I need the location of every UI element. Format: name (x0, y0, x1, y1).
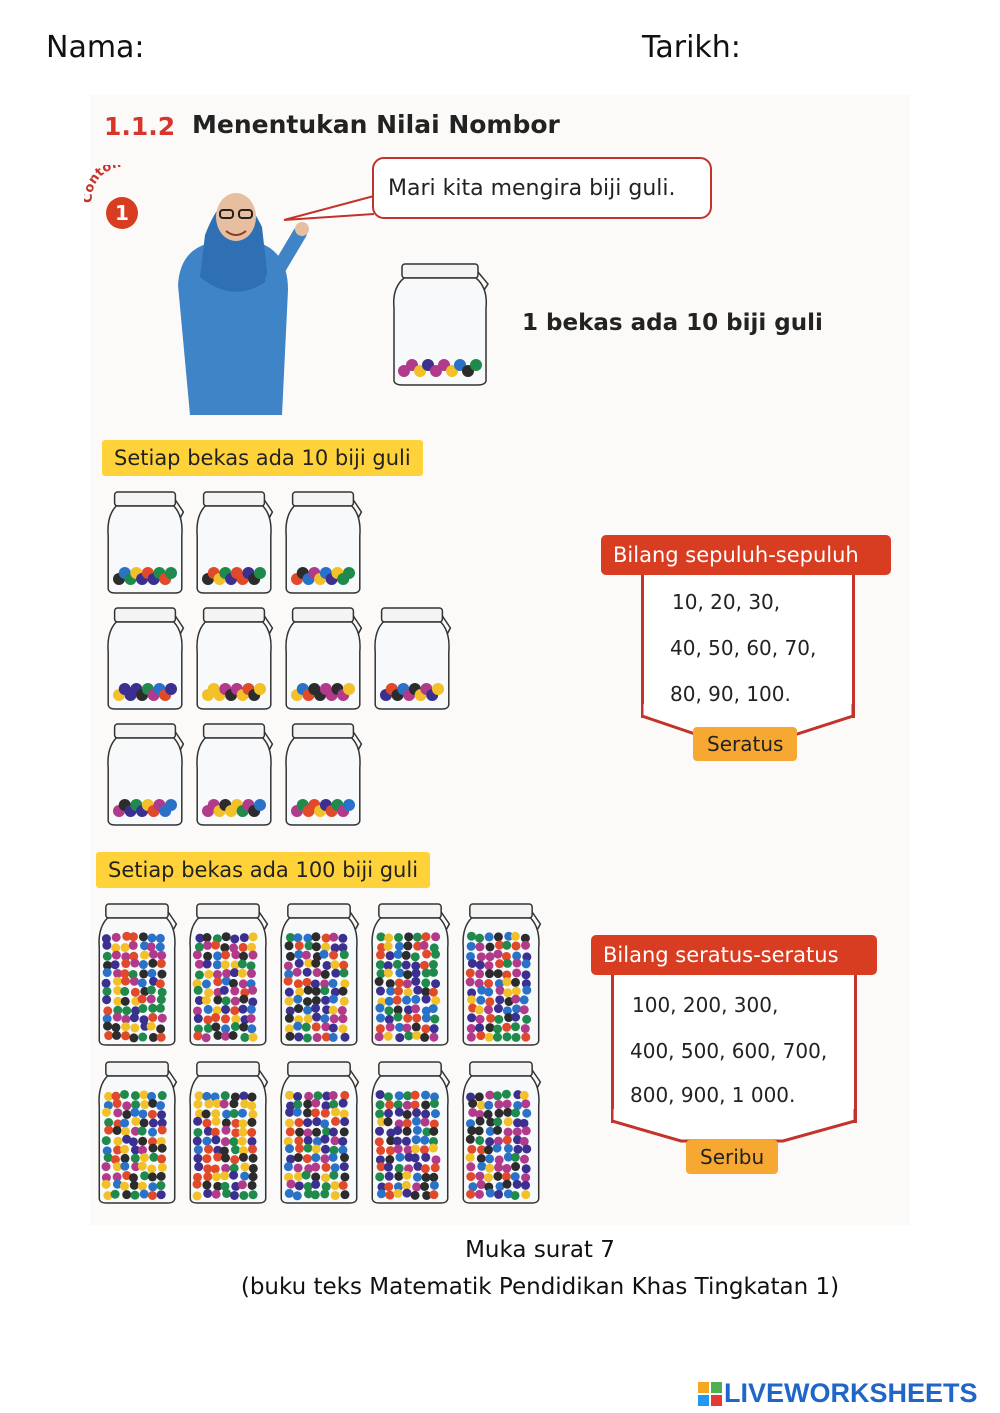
example-badge (84, 165, 164, 235)
marble-jar-10 (194, 722, 274, 831)
svg-text:Contoh: nto (85, 165, 115, 188)
name-label: Nama: (46, 30, 145, 65)
marble-jar-10 (372, 606, 452, 715)
hundreds-line-2: 400, 500, 600, 700, (630, 1039, 828, 1063)
source-caption: (buku teks Matematik Pendidikan Khas Tingkatan 1) (240, 1274, 840, 1300)
marble-jar-10 (283, 606, 363, 715)
single-jar-caption: 1 bekas ada 10 biji guli (522, 310, 823, 336)
tens-line-1: 10, 20, 30, (672, 590, 781, 614)
marble-jar-10 (105, 722, 185, 831)
marble-jar-10 (105, 490, 185, 599)
speech-text: Mari kita mengira biji guli. (388, 175, 676, 201)
hundreds-tag: Setiap bekas ada 100 biji guli (96, 852, 430, 888)
marble-jar-100 (278, 1060, 360, 1209)
hundreds-box-title: Bilang seratus-seratus (591, 935, 877, 975)
marble-jar-10 (283, 722, 363, 831)
marble-jar-10 (194, 490, 274, 599)
marble-jar-100 (369, 1060, 451, 1209)
marble-jar-100 (96, 902, 178, 1051)
page-caption: Muka surat 7 (465, 1237, 615, 1263)
speech-pointer (280, 190, 380, 230)
tens-box-title: Bilang sepuluh-sepuluh (601, 535, 891, 575)
marble-jar-100 (460, 902, 542, 1051)
hundreds-line-3: 800, 900, 1 000. (630, 1083, 796, 1107)
marble-jar-100 (278, 902, 360, 1051)
tens-line-3: 80, 90, 100. (670, 682, 791, 706)
marble-jar-10 (194, 606, 274, 715)
single-jar (390, 262, 490, 391)
logo-icon (698, 1382, 722, 1406)
date-label: Tarikh: (642, 30, 741, 65)
marble-jar-100 (460, 1060, 542, 1209)
tens-line-2: 40, 50, 60, 70, (670, 636, 817, 660)
marble-jar-100 (369, 902, 451, 1051)
marble-jar-10 (105, 606, 185, 715)
marble-jar-100 (96, 1060, 178, 1209)
tens-tag: Setiap bekas ada 10 biji guli (102, 440, 423, 476)
hundreds-line-1: 100, 200, 300, (632, 993, 779, 1017)
liveworksheets-logo (698, 1378, 978, 1409)
section-title: Menentukan Nilai Nombor (192, 110, 560, 139)
marble-jar-100 (187, 902, 269, 1051)
section-number: 1.1.2 (104, 112, 176, 141)
marble-jar-10 (283, 490, 363, 599)
logo-text: LIVEWORKSHEETS (724, 1378, 978, 1408)
speech-bubble (372, 157, 712, 219)
hundreds-result: Seribu (686, 1140, 778, 1174)
tens-result: Seratus (693, 727, 797, 761)
svg-text:1: 1 (115, 201, 129, 225)
marble-jar-100 (187, 1060, 269, 1209)
